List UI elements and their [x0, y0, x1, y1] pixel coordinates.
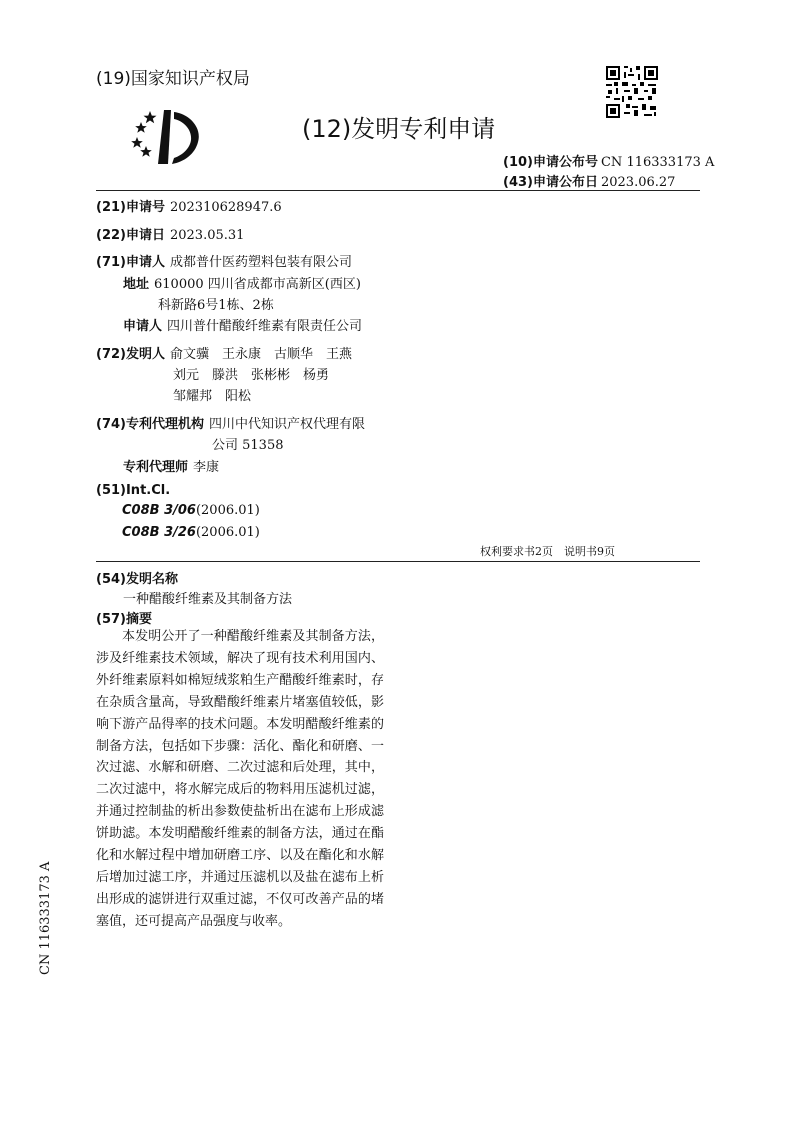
invention-title: 一种醋酸纤维素及其制备方法: [123, 592, 293, 607]
ipc-class-2-code: C08B 3/26: [122, 525, 196, 540]
invention-title-row: [123, 588, 292, 607]
abstract-label: (57)摘要: [96, 612, 152, 627]
inventors-line-2: 刘元 滕洪 张彬彬 杨勇: [173, 368, 330, 383]
publication-number: CN 116333173 A: [600, 155, 715, 170]
address-label: 地址: [123, 277, 150, 292]
abstract-divider: [96, 561, 700, 562]
inventors-line-2-row: [173, 364, 329, 383]
application-number-row: [96, 196, 282, 215]
invention-title-label-row: [96, 568, 178, 587]
address-row: [123, 273, 361, 292]
header-divider: [96, 190, 700, 191]
applicant-label: (71)申请人: [96, 255, 165, 270]
side-publication-number: CN 116333173 A: [38, 861, 53, 975]
agency-label: (74)专利代理机构: [96, 417, 204, 432]
publication-number-label: (10)申请公布号: [503, 155, 598, 170]
inventors-line-3-row: [173, 385, 251, 404]
second-applicant-row: [123, 315, 362, 334]
ipc-class-2-version: (2006.01): [195, 525, 260, 540]
filing-date-row: [96, 224, 244, 243]
address-line-2-row: [158, 294, 274, 313]
agent-name: 李康: [193, 460, 220, 475]
patent-office-name: (19)国家知识产权局: [96, 69, 250, 89]
filing-date: 2023.05.31: [169, 228, 245, 243]
second-applicant-label: 申请人: [123, 319, 163, 334]
applicant-row: [96, 251, 352, 270]
publication-date: 2023.06.27: [600, 175, 676, 190]
inventors-label: (72)发明人: [96, 347, 165, 362]
second-applicant-name: 四川普什醋酸纤维素有限责任公司: [167, 319, 363, 334]
agency-line-2: 公司 51358: [212, 438, 284, 453]
address-line-1: 610000 四川省成都市高新区(西区): [154, 277, 361, 292]
application-number-label: (21)申请号: [96, 200, 165, 215]
agency-row: [96, 413, 365, 432]
agency-line-2-row: [212, 434, 284, 453]
intcl-label: (51)Int.Cl.: [96, 483, 171, 498]
document-type-title: (12)发明专利申请: [302, 115, 496, 143]
filing-date-label: (22)申请日: [96, 228, 165, 243]
inventors-row: [96, 343, 352, 362]
inventors-line-1: 俞文骥 王永康 古顺华 王燕: [169, 347, 352, 362]
ipc-class-1: [122, 503, 260, 518]
agency-line-1: 四川中代知识产权代理有限: [208, 417, 365, 432]
invention-title-label: (54)发明名称: [96, 572, 178, 587]
agent-row: [123, 456, 219, 475]
ipc-class-1-version: (2006.01): [195, 503, 260, 518]
ipc-class-2: [122, 525, 260, 540]
intcl-row: [96, 483, 170, 498]
qr-code-icon: [606, 66, 658, 118]
publication-number-row: [503, 151, 714, 170]
publication-date-row: [503, 171, 675, 190]
agent-label: 专利代理师: [123, 460, 189, 475]
patent-office-logo-icon: [128, 106, 206, 168]
abstract-label-row: [96, 608, 152, 627]
address-line-2: 科新路6号1栋、2栋: [158, 298, 274, 313]
publication-date-label: (43)申请公布日: [503, 175, 598, 190]
ipc-class-1-code: C08B 3/06: [122, 503, 196, 518]
applicant-name: 成都普什医药塑料包装有限公司: [169, 255, 352, 270]
page-count: 权利要求书2页 说明书9页: [480, 545, 615, 558]
application-number: 202310628947.6: [169, 200, 282, 215]
abstract-text: 本发明公开了一种醋酸纤维素及其制备方法，涉及纤维素技术领域，解决了现有技术利用国内、外纤维素原料如棉短绒浆粕生产醋酸纤维素时，存在杂质含量高，导致醋酸纤维素片堵塞值较低，影响下游产品得率的技术问题。本发明醋酸纤维素的制备方法，包括如下步骤：活化、酯化和研磨、一次过滤、水解和研磨、二次过滤和后处理，其中，二次过滤中，将水解完成后的物料用压滤机过滤，并通过控制盐的析出参数使盐析出在滤布上形成滤饼助滤。本发明醋酸纤维素的制备方法，通过在酯化和水解过程中增加研磨工序、以及在酯化和水解后增加过滤工序，并通过压滤机以及盐在滤布上析出形成的滤饼进行双重过滤，不仅可改善产品的堵塞值，还可提高产品强度与收率。: [96, 629, 384, 929]
inventors-line-3: 邹耀邦 阳松: [173, 389, 252, 404]
